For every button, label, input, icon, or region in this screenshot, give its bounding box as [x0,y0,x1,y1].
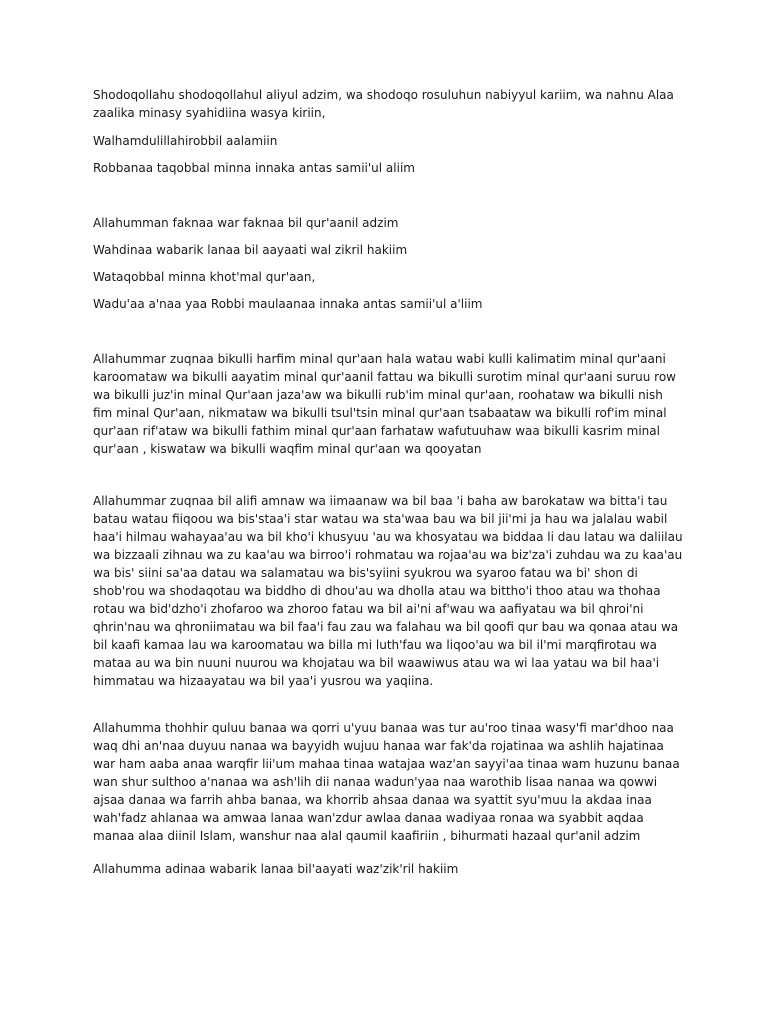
paragraph-wahdinaa: Wahdinaa wabarik lanaa bil aayaati wal zikril hakiim [93,243,408,257]
paragraph-hamdalah: Walhamdulillahirobbil aalamiin [93,134,278,148]
paragraph-robbanaa: Robbanaa taqobbal minna innaka antas samii'ul aliim [93,161,415,175]
paragraph-allahumman-faknaa: Allahumman faknaa war faknaa bil qur'aanil adzim [93,216,399,230]
paragraph-opening: Shodoqollahu shodoqollahul aliyul adzim, wa shodoqo rosuluhun nabiyyul kariim, wa nahnu Alaa zaalika minasy syahidiina wasya kiriin, [93,88,674,120]
paragraph-allahummar-zuqnaa-harfim: Allahummar zuqnaa bikulli harfim minal qur'aan hala watau wabi kulli kalimatim minal qur'aani karoomataw wa bikulli aayatim minal qur'aanil fattau wa bikulli surotim minal qur'aani suruu row wa bikulli juz'in minal Qur'aan jaza'aw wa bikulli rub'im minal qur'aan, roohataw wa bikulli nish fim minal Qur'aan, nikmataw wa bikulli tsul'tsin minal qur'aan tsabaataw wa bikulli rof'im minal qur'aan rif'ataw wa bikulli fathim minal qur'aan farhataw wafutuuhaw waa bikulli kasrim minal qur'aan , kiswataw wa bikulli waqfim minal qur'aan wa qooyatan [93,352,676,456]
paragraph-wataqobbal: Wataqobbal minna khot'mal qur'aan, [93,270,316,284]
paragraph-waduaa: Wadu'aa a'naa yaa Robbi maulaanaa innaka antas samii'ul a'liim [93,297,483,311]
paragraph-allahummar-zuqnaa-alifi: Allahummar zuqnaa bil alifi amnaw wa iimaanaw wa bil baa 'i baha aw barokataw wa bitta'i tau batau watau fiiqoou wa bis'staa'i star watau wa sta'waa bau wa bil jii'mi ja hau wa jalalau wabil haa'i hilmau wahayaa'au wa bil kho'i khusyuu 'au wa khosyatau wa biddaa li dau latau wa daliilau wa bizzaali zihnau wa zu kaa'au wa birroo'i rohmatau wa rojaa'au wa biz'za'i zuhdau wa zu kaa'au wa bis' siini sa'aa datau wa salamatau wa bis'syiini syukrou wa syaroo fatau wa bi' shon di shob'rou wa shodaqotau wa biddho di dhou'au wa dholla atau wa bittho'i thoo atau wa thohaa rotau wa bid'dzho'i zhofaroo wa zhoroo fatau wa bil ai'ni af'wau wa aafiyatau wa bil qhroi'ni qhrin'nau wa qhroniimatau wa bil faa'i fau zau wa falahau wa bil qoofi qur bau wa qonaa atau wa bil kaafi kamaa lau wa karoomatau wa billa mi luth'fau wa liqoo'au wa bil il'mi marqfirotau wa mataa au wa bin nuuni nuurou wa khojatau wa bil waawiwus atau wa wi laa yatau wa bil haa'i himmatau wa hizaayatau wa bil yaa'i yusrou wa yaqiina. [93,494,683,688]
paragraph-allahumma-thohhir: Allahumma thohhir quluu banaa wa qorri u'yuu banaa was tur au'roo tinaa wasy'fi mar'dhoo naa waq dhi an'naa duyuu nanaa wa bayyidh wujuu hanaa war fak'da rojatinaa wa ashlih hajatinaa war ham aaba anaa warqfir lii'um mahaa tinaa watajaa waz'an sayyi'aa tinaa wam huzunu banaa wan shur sulthoo a'nanaa wa ash'lih dii nanaa wadun'yaa naa warothib lisaa nanaa wa qowwi ajsaa danaa wa farrih ahba banaa, wa khorrib ahsaa danaa wa syattit syu'muu la akdaa inaa wah'fadz ahlanaa wa amwaa lanaa wan'zdur awlaa danaa wadiyaa ronaa wa syabbit aqdaa manaa alaa diinil Islam, wanshur naa alal qaumil kaafiriin , bihurmati hazaal qur'anil adzim [93,721,680,843]
paragraph-allahumma-adinaa: Allahumma adinaa wabarik lanaa bil'aayati waz'zik'ril hakiim [93,862,459,876]
